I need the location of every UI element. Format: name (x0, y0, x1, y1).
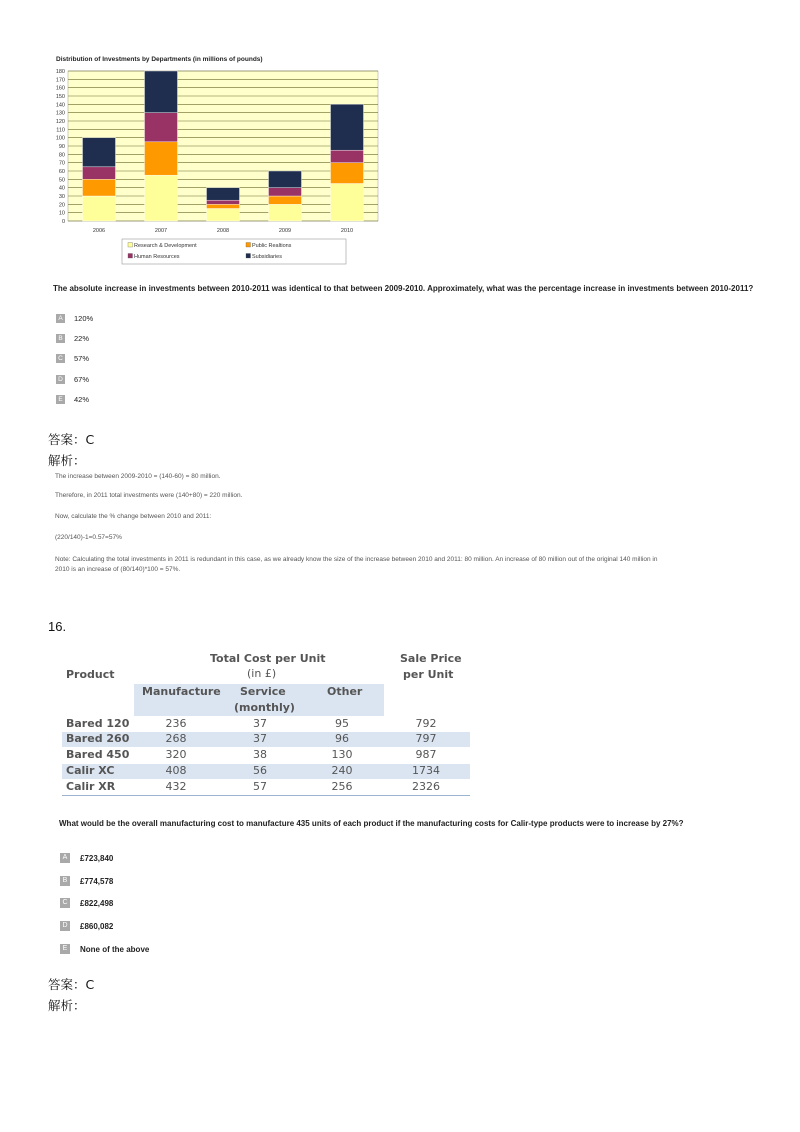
q1-option-e[interactable] (56, 395, 89, 404)
cell-product: Calir XR (66, 780, 116, 793)
bar-segment-2009-0 (269, 204, 302, 221)
cell-product: Calir XC (66, 764, 115, 777)
option-text: 57% (74, 354, 90, 363)
bar-segment-2006-0 (83, 196, 116, 221)
cell-manufacture: 268 (165, 732, 187, 745)
y-tick-label: 0 (61, 219, 65, 225)
cell-service: 57 (253, 780, 267, 793)
bar-segment-2008-3 (207, 188, 240, 201)
option-letter-badge: A (56, 314, 65, 323)
option-text: None of the above (80, 944, 150, 954)
explanation-line: (220/140)-1=0.57=57% (55, 534, 122, 541)
sale-header-line-2: per Unit (403, 668, 454, 681)
cell-sale: 1734 (412, 764, 440, 777)
option-letter-badge: D (60, 921, 70, 931)
col-other: Other (327, 685, 363, 698)
y-tick-label: 70 (58, 160, 65, 167)
q1-option-a[interactable] (56, 314, 93, 323)
legend-label: Subsidiaries (252, 254, 282, 260)
bar-segment-2009-1 (269, 196, 302, 204)
bar-segment-2008-1 (207, 204, 240, 208)
col-manufacture: Manufacture (142, 685, 221, 698)
option-letter-badge: B (56, 334, 65, 343)
question-number: 16. (48, 619, 67, 634)
option-text: £860,082 (80, 921, 114, 931)
y-tick-label: 50 (58, 177, 65, 184)
y-tick-label: 80 (58, 152, 65, 159)
cell-other: 130 (331, 748, 353, 761)
q2-option-c[interactable] (60, 898, 113, 908)
explanation-line: The increase between 2009-2010 = (140-60) = 80 million. (55, 473, 221, 480)
y-tick-label: 160 (55, 85, 65, 92)
bar-segment-2008-2 (207, 200, 240, 204)
y-tick-label: 170 (55, 77, 65, 84)
cell-other: 256 (331, 780, 353, 793)
y-tick-label: 140 (55, 102, 65, 109)
bar-segment-2009-3 (269, 171, 302, 188)
cell-manufacture: 432 (165, 780, 187, 793)
bar-segment-2009-2 (269, 188, 302, 196)
cell-product: Bared 450 (66, 748, 130, 761)
investments-chart-svg (46, 52, 386, 266)
cell-sale: 797 (415, 732, 437, 745)
option-letter-badge: E (56, 395, 65, 404)
y-tick-label: 180 (55, 69, 65, 75)
bar-segment-2007-2 (145, 113, 178, 142)
q2-option-d[interactable] (60, 921, 113, 931)
x-tick-label: 2006 (92, 228, 106, 234)
y-tick-label: 90 (58, 144, 65, 150)
cell-service: 37 (253, 732, 267, 745)
cell-product: Bared 260 (66, 732, 130, 745)
cell-manufacture: 236 (165, 717, 187, 730)
question-16-text: What would be the overall manufacturing cost to manufacture 435 units of each product if the manufacturing costs for Calir-type products were to increase by 27%? (59, 819, 684, 828)
legend-label: Research & Development (134, 243, 197, 249)
option-letter-badge: D (56, 375, 65, 384)
bar-segment-2010-3 (331, 104, 364, 150)
cost-subheader: (in £) (247, 667, 277, 680)
option-letter-badge: C (60, 898, 70, 908)
x-tick-label: 2007 (154, 228, 168, 234)
option-text: £774,578 (80, 876, 114, 886)
bar-segment-2008-0 (207, 209, 240, 222)
q2-analysis-label: 解析： (48, 998, 86, 1013)
y-tick-label: 120 (55, 119, 65, 125)
q1-analysis-label: 解析： (48, 453, 86, 468)
bar-segment-2010-2 (331, 150, 364, 163)
q2-answer: 答案：C (48, 977, 95, 992)
legend-label: Human Resources (134, 254, 180, 260)
table-row (62, 717, 470, 732)
x-tick-labels (93, 228, 353, 234)
legend (122, 239, 346, 264)
legend-swatch (128, 254, 133, 259)
option-text: £822,498 (80, 898, 114, 908)
option-text: 22% (74, 334, 90, 343)
y-tick-label: 60 (58, 169, 65, 175)
x-tick-label: 2009 (278, 228, 292, 234)
option-text: 67% (74, 375, 90, 384)
legend-swatch (246, 243, 251, 248)
y-tick-label: 100 (55, 135, 65, 142)
table-row (62, 732, 470, 747)
option-text: 42% (74, 395, 90, 404)
y-tick-label: 110 (56, 127, 65, 134)
y-tick-label: 130 (55, 110, 65, 117)
legend-swatch (128, 243, 133, 248)
explanation-line: Now, calculate the % change between 2010 and 2011: (55, 513, 212, 520)
bar-segment-2006-2 (83, 167, 116, 180)
cell-sale: 2326 (412, 780, 440, 793)
option-letter-badge: E (60, 944, 70, 954)
q2-option-e[interactable] (60, 944, 149, 954)
y-tick-label: 10 (58, 210, 65, 217)
option-text: £723,840 (80, 853, 114, 863)
bar-segment-2007-3 (145, 71, 178, 113)
cell-sale: 792 (415, 717, 437, 730)
bar-segment-2010-1 (331, 163, 364, 184)
cost-header: Total Cost per Unit (210, 652, 326, 665)
x-tick-label: 2008 (216, 228, 230, 234)
sale-header-line-1: Sale Price (400, 652, 462, 665)
bar-segment-2006-1 (83, 179, 116, 196)
bar-segment-2006-3 (83, 138, 116, 167)
option-letter-badge: C (56, 354, 65, 363)
explanation-line: Note: Calculating the total investments in 2011 is redundant in this case, as we already know the size of the increase between 2010 and 2011: 80 million. An increase of 80 million out of the original 140 million in (55, 556, 658, 563)
table-row (62, 780, 470, 796)
cell-sale: 987 (415, 748, 437, 761)
legend-swatch (246, 254, 251, 259)
option-text: 120% (74, 314, 94, 323)
option-letter-badge: B (60, 876, 70, 886)
question-1-text: The absolute increase in investments between 2010-2011 was identical to that between 2009-2010. Approximately, what was the percentage increase in investments between 2010-2011? (53, 284, 754, 293)
table-row (62, 748, 470, 763)
legend-label: Public Realtions (252, 243, 292, 249)
col-service: Service (240, 685, 286, 698)
chart-title: Distribution of Investments by Departments (in millions of pounds) (56, 56, 263, 63)
cell-service: 38 (253, 748, 267, 761)
y-tick-label: 20 (58, 202, 65, 209)
cell-product: Bared 120 (66, 717, 130, 730)
y-tick-label: 30 (58, 194, 65, 200)
y-tick-label: 150 (55, 94, 65, 100)
explanation-line: Therefore, in 2011 total investments were (140+80) = 220 million. (55, 492, 243, 499)
option-letter-badge: A (60, 853, 70, 863)
col-service-monthly: (monthly) (234, 701, 295, 714)
q1-answer: 答案：C (48, 432, 95, 447)
bar-segment-2007-0 (145, 175, 178, 221)
bar-segment-2010-0 (331, 184, 364, 222)
q1-option-b[interactable] (56, 334, 89, 343)
cell-service: 37 (253, 717, 267, 730)
investments-chart (46, 52, 386, 266)
cell-manufacture: 320 (165, 748, 187, 761)
product-header: Product (66, 668, 115, 681)
explanation-line: 2010 is an increase of (80/140)*100 = 57%. (55, 566, 181, 573)
q1-option-c[interactable] (56, 354, 89, 363)
cell-manufacture: 408 (165, 764, 187, 777)
cell-other: 95 (335, 717, 349, 730)
x-tick-label: 2010 (340, 228, 354, 234)
table-row (62, 764, 470, 779)
q2-option-b[interactable] (60, 876, 113, 886)
y-tick-label: 40 (58, 185, 65, 192)
cost-table (62, 650, 470, 798)
q2-option-a[interactable] (60, 853, 113, 863)
bar-segment-2007-1 (145, 142, 178, 175)
cell-service: 56 (253, 764, 267, 777)
y-tick-labels (56, 69, 65, 225)
q1-option-d[interactable] (56, 375, 89, 384)
cell-other: 96 (335, 732, 349, 745)
cell-other: 240 (331, 764, 353, 777)
